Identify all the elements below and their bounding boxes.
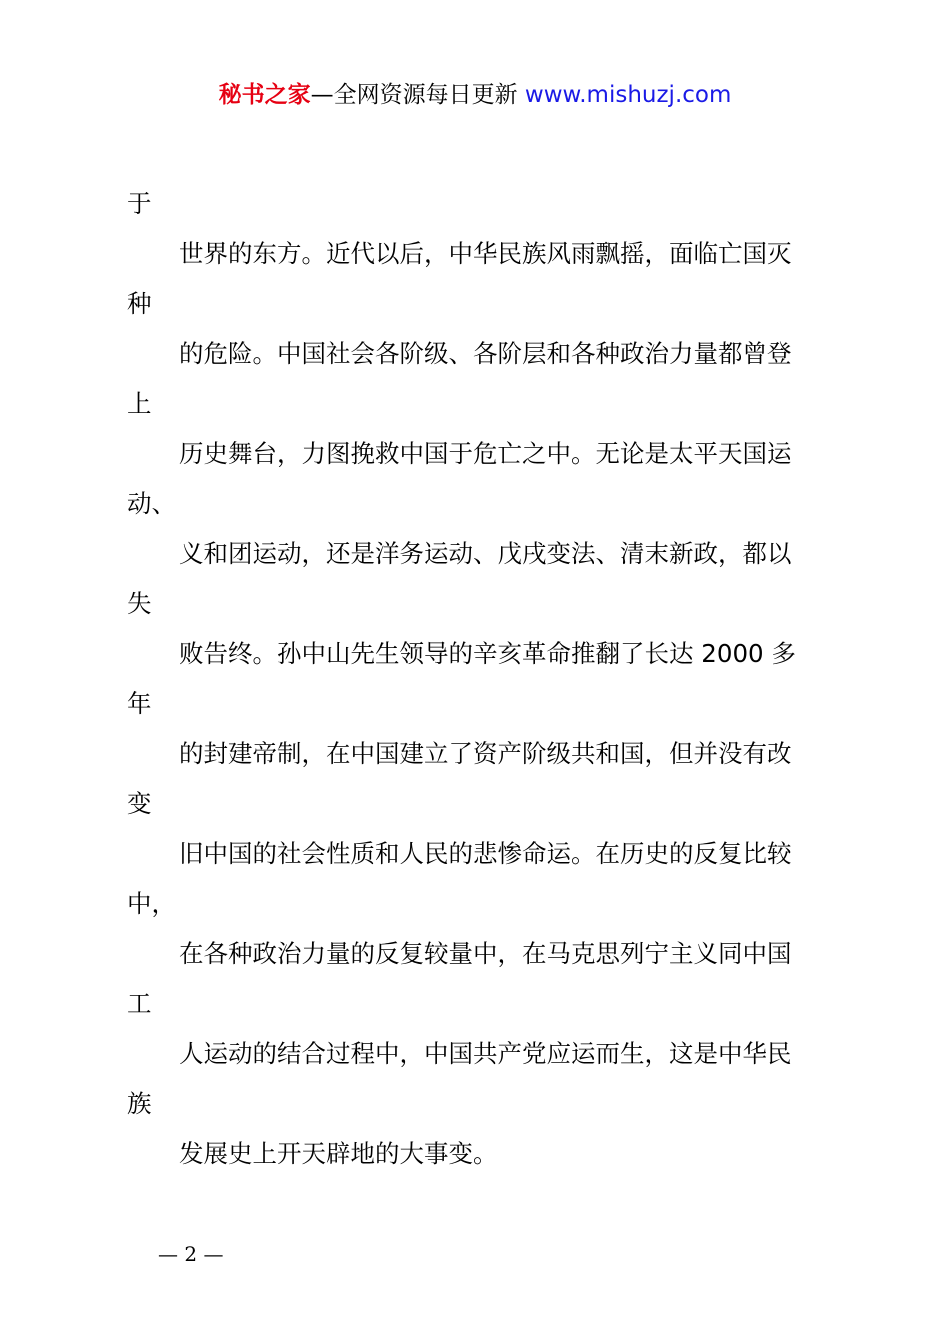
text-line: 世界的东方。近代以后，中华民族风雨飘摇，面临亡国灭	[179, 239, 792, 268]
text-line: 种	[127, 289, 152, 318]
text-line: 变	[127, 789, 152, 818]
text-line: 的危险。中国社会各阶级、各阶层和各种政治力量都曾登	[179, 339, 792, 368]
site-header-banner	[0, 78, 950, 112]
text-line: 义和团运动，还是洋务运动、戊戌变法、清末新政，都以	[179, 539, 792, 568]
text-line: 旧中国的社会性质和人民的悲惨命运。在历史的反复比较	[179, 839, 792, 868]
text-line: 年	[127, 689, 152, 718]
text-line: 失	[127, 589, 152, 618]
site-url-link[interactable]: www.mishuzj.com	[524, 82, 732, 108]
text-line: 动、	[127, 489, 176, 518]
text-line: 历史舞台，力图挽救中国于危亡之中。无论是太平天国运	[179, 439, 792, 468]
document-body	[127, 184, 837, 1184]
text-line: 工	[127, 989, 152, 1018]
site-tagline: —全网资源每日更新	[310, 82, 525, 108]
text-line: 败告终。孙中山先生领导的辛亥革命推翻了长达 2000 多	[179, 639, 796, 668]
text-line: 中，	[127, 889, 176, 918]
text-line: 族	[127, 1089, 152, 1118]
text-line: 的封建帝制，在中国建立了资产阶级共和国，但并没有改	[179, 739, 792, 768]
text-line: 发展史上开天辟地的大事变。	[179, 1139, 498, 1168]
page-number: — 2 —	[158, 1242, 224, 1266]
text-line: 人运动的结合过程中，中国共产党应运而生，这是中华民	[179, 1039, 792, 1068]
site-brand-name: 秘书之家	[218, 82, 311, 108]
text-line: 在各种政治力量的反复较量中，在马克思列宁主义同中国	[179, 939, 792, 968]
text-line: 上	[127, 389, 152, 418]
text-line: 于	[127, 189, 152, 218]
